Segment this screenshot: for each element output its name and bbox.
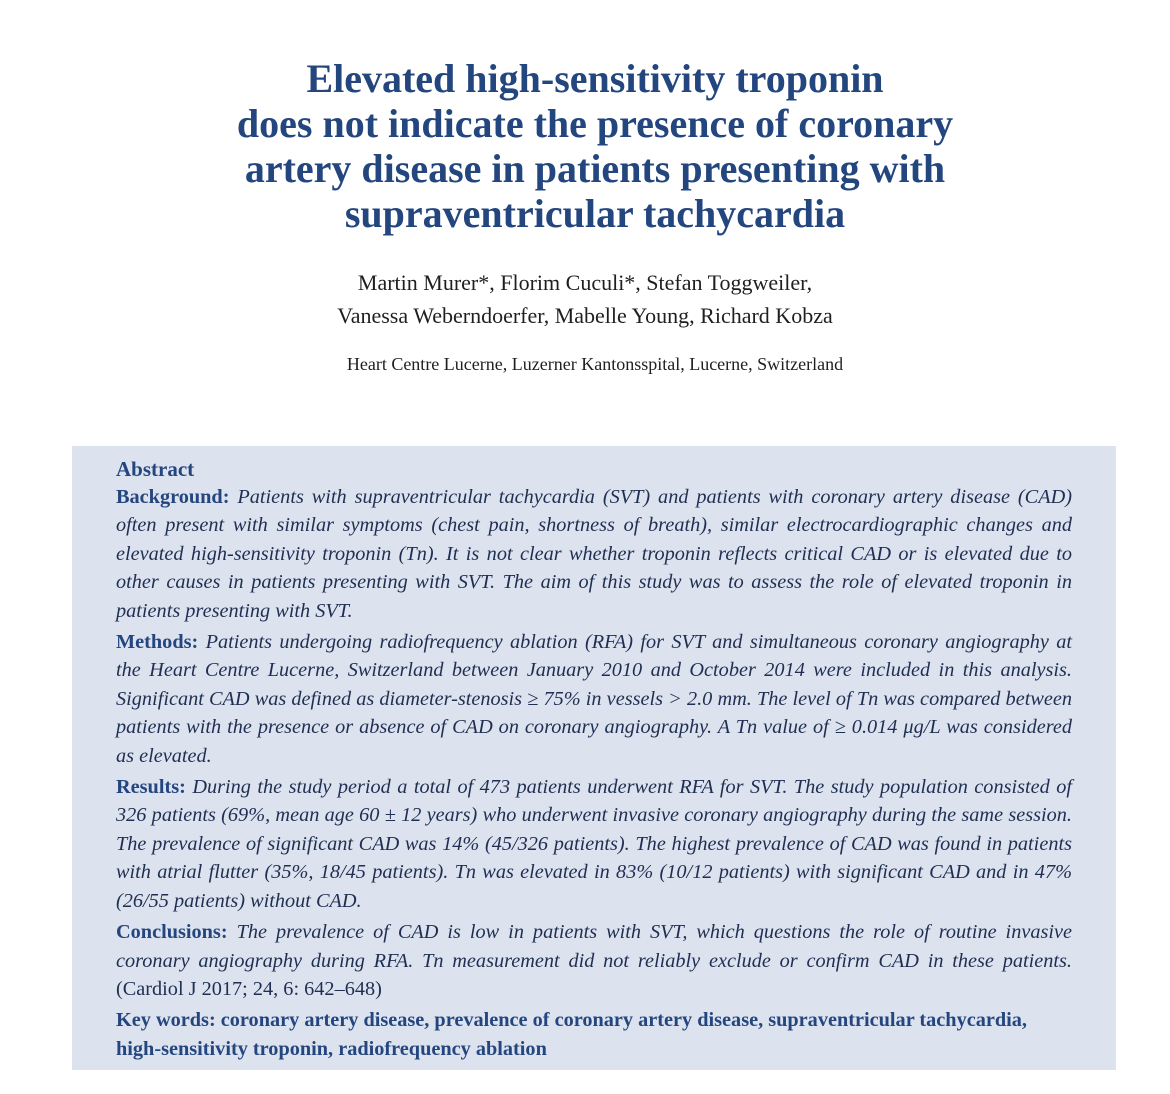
keywords — [116, 1006, 1072, 1063]
author-list — [0, 266, 1170, 332]
keywords-label: Key words: — [116, 1009, 216, 1032]
methods-text: Patients undergoing radiofrequency ablation (RFA) for SVT and simultaneous coronary angiography at the Heart Centre Lucerne, Switzerland between January 2010 and October 2014 were included in this analysis. Significant CAD was defined as diameter-stenosis ≥ 75% in vessels > 2.0 mm. The level of Tn was compared between patients with the presence or absence of CAD on coronary angiography. A Tn value of ≥ 0.014 μg/L was considered as elevated. — [116, 631, 1072, 767]
abstract-heading: Abstract — [116, 457, 195, 481]
conclusions-text: The prevalence of CAD is low in patients with SVT, which questions the role of routine invasive coronary angiography during RFA. Tn measurement did not reliably exclude or confirm CAD in these patients. — [116, 921, 1073, 972]
results-text: During the study period a total of 473 patients underwent RFA for SVT. The study population consisted of 326 patients (69%, mean age 60 ± 12 years) who underwent invasive coronary angiography during the same session. The prevalence of significant CAD was 14% (45/326 patients). The highest prevalence of CAD was found in patients with atrial flutter (35%, 18/45 patients). Tn was elevated in 83% (10/12 patients) with significant CAD and in 47% (26/55 patients) without CAD. — [116, 776, 1072, 912]
article-title — [0, 56, 1170, 236]
conclusions-label: Conclusions: — [116, 921, 228, 944]
title-line: Elevated high-sensitivity troponin — [306, 56, 884, 101]
abstract-background — [116, 483, 1072, 625]
results-label: Results: — [116, 776, 186, 799]
title-line: artery disease in patients presenting with — [244, 146, 946, 191]
abstract-results — [116, 773, 1072, 915]
background-text: Patients with supraventricular tachycardia (SVT) and patients with coronary artery disease (CAD) often present with similar symptoms (chest pain, shortness of breath), similar electrocardiographic changes and elevated high-sensitivity troponin (Tn). It is not clear whether troponin reflects critical CAD or is elevated due to other causes in patients presenting with SVT. The aim of this study was to assess the role of elevated troponin in patients presenting with SVT. — [116, 486, 1072, 622]
citation: (Cardiol J 2017; 24, 6: 642–648) — [116, 977, 382, 1000]
title-line: supraventricular tachycardia — [344, 191, 846, 236]
abstract-methods — [116, 628, 1072, 770]
title-line: does not indicate the presence of coronary — [236, 101, 954, 146]
affiliation: Heart Centre Lucerne, Luzerner Kantonsspital, Lucerne, Switzerland — [346, 354, 844, 374]
abstract-box — [72, 446, 1116, 1070]
keywords-text: coronary artery disease, prevalence of coronary artery disease, supraventricular tachycardia, high-sensitivity troponin, radiofrequency ablation — [116, 1009, 1027, 1060]
background-label: Background: — [116, 486, 230, 508]
methods-label: Methods: — [116, 631, 199, 654]
author-line: Vanessa Weberndoerfer, Mabelle Young, Richard Kobza — [337, 303, 833, 328]
abstract-conclusions — [116, 918, 1072, 1003]
author-line: Martin Murer*, Florim Cuculi*, Stefan Toggweiler, — [357, 270, 813, 295]
